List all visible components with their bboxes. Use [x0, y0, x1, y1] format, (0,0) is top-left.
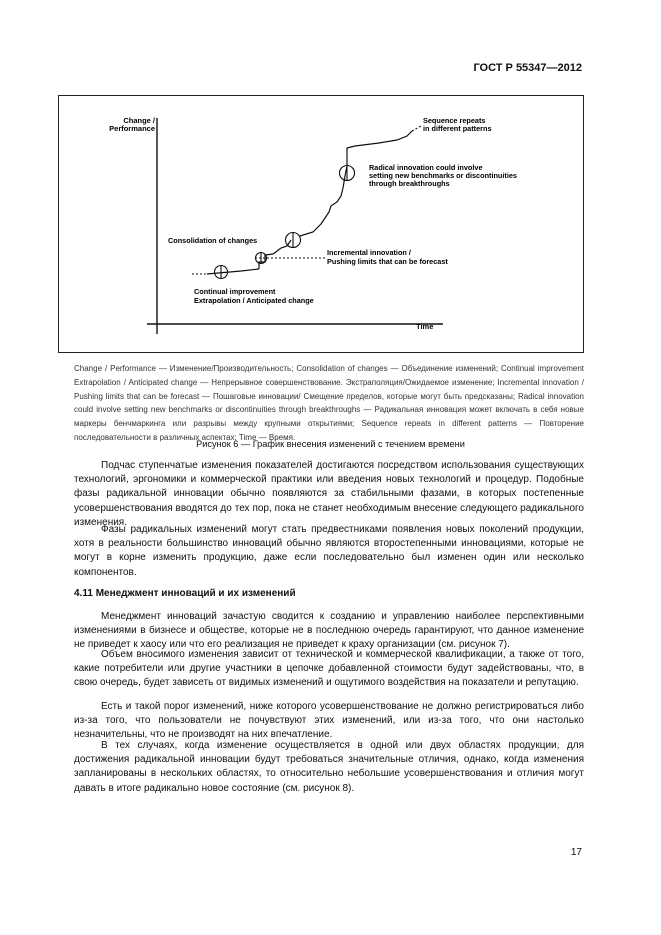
figure-6-diagram [58, 95, 584, 353]
figure-legend-note: Change / Performance — Изменение/Производительность; Consolidation of changes — Объединение изменений; Continual improvement Extrapolation / Anticipated change — Непрерывное совершенствование. Экстраполяция/Ожидаемое изменение; Incremental innovation / Pushing limits that can be forecast — Пошаговые инновации/ Смещение пределов, которые могут быть предсказаны; Radical innovation could involve setting new benchmarks or discontinuities through breakthroughs — Радикальная инновация может включать в себя новые маркеры бенчмаркинга или разрывы между крупными открытиями; Sequence repeats in different patterns — Повторение последовательности в различных аспектах; Time — Время. [74, 364, 584, 442]
incremental-label-1: Incremental innovation / [327, 248, 411, 257]
paragraph [74, 739, 584, 796]
consolidation-label: Consolidation of changes [168, 236, 258, 245]
paragraph [74, 648, 584, 691]
sequence-label-1: Sequence repeats [423, 116, 486, 125]
page-number: 17 [570, 847, 582, 858]
incremental-label-2: Pushing limits that can be forecast [327, 257, 448, 266]
paragraph [74, 523, 584, 580]
document-header: ГОСТ Р 55347—2012 [473, 62, 582, 74]
sequence-dashed-line [412, 126, 421, 131]
y-axis-label-2: Performance [109, 124, 155, 133]
paragraph [74, 610, 584, 653]
paragraph [74, 700, 584, 743]
paragraph-text: Менеджмент инноваций зачастую сводится к созданию и управлению наиболее перспективными изменениями в бизнесе и обществе, которые не в последнюю очередь гарантируют, что данное изменение не приведет к хаосу или что его реализация не приведет к краху организации (см. рисунок 7). [74, 611, 584, 651]
y-axis-label-1: Change / [123, 116, 155, 125]
radical-label-3: through breakthroughs [369, 179, 450, 188]
paragraph [74, 459, 584, 530]
paragraph-text: Фазы радикальных изменений могут стать предвестниками появления новых поколений продукции, хотя в реальности большинство инноваций обычно являются второстепенными инновациями, которые не могут в корне изменить продукцию, даже если последовательно был изменен один или несколько компонентов. [74, 524, 584, 578]
incremental-step [259, 240, 291, 269]
paragraph-text: В тех случаях, когда изменение осуществляется в одной или двух областях продукции, для достижения радикальной инновации будут требоваться значительные отличия, однако, когда изменения запланированы в нескольких областях, то относительно небольшие усовершенствования и отличия могут давать в итоге радикально новое состояние (см. рисунок 8). [74, 740, 584, 794]
section-heading: 4.11 Менеджмент инноваций и их изменений [74, 588, 296, 599]
sequence-label-2: in different patterns [423, 124, 492, 133]
change-over-time-diagram [59, 96, 583, 352]
radical-label-1: Radical innovation could involve [369, 163, 483, 172]
x-axis-label: Time [416, 322, 434, 331]
radical-label-2: setting new benchmarks or discontinuities [369, 171, 517, 180]
paragraph-text: Есть и такой порог изменений, ниже которого усовершенствование не должно регистрироваться либо из-за того, что пользователи не почувствуют этих изменений, или из-за того, что они настолько незначительны, что не производят на них впечатление. [74, 701, 584, 741]
paragraph-text: Подчас ступенчатые изменения показателей достигаются посредством использования существующих технологий, эргономики и коммерческой практики или введения новых технологий и процедур. Подобные фазы радикальной инновации обычно появляются за стабильными фазами, в которых постепенные усовершенствования вводятся до тех пор, пока не станет необходимым внесение следующего радикального изменения. [74, 460, 584, 528]
paragraph-text: Объем вносимого изменения зависит от технической и коммерческой квалификации, а также от того, какие потребители или другие участники в цепочке добавленной стоимости будут задействованы, что, в свою очередь, будет зависеть от видимых изменений и ощутимого воздействия на показатели и репутацию. [74, 649, 584, 689]
figure-caption: Рисунок 6 — График внесения изменений с течением времени [196, 439, 465, 449]
continual-label-1: Continual improvement [194, 287, 276, 296]
continual-label-2: Extrapolation / Anticipated change [194, 296, 314, 305]
